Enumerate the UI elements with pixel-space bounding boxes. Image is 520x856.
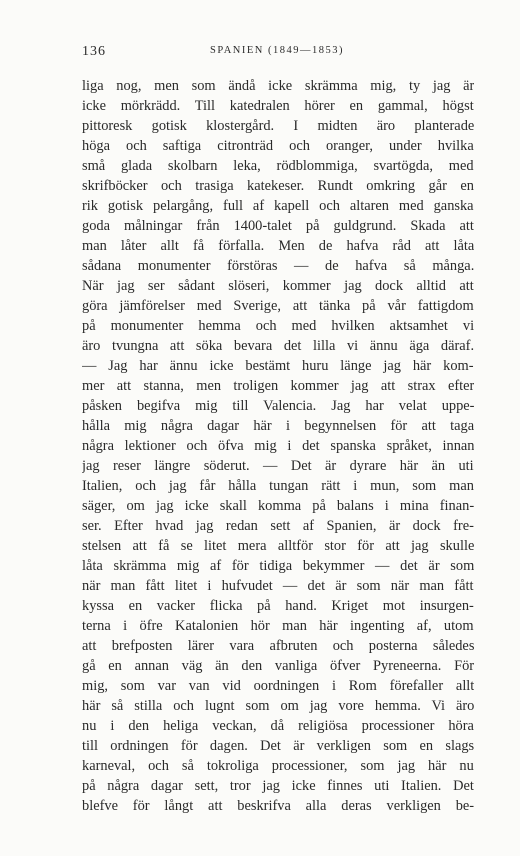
text-line: skrifböcker och trasiga katekeser. Rundt omkring går en xyxy=(82,178,474,194)
text-line: några lektioner och öfva mig i det spanska språket, innan xyxy=(82,438,474,454)
text-line: man låter allt få förfalla. Men de hafva råd att låta xyxy=(82,238,474,254)
text-line: ser. Efter hvad jag redan sett af Spanien, är dock fre- xyxy=(82,518,474,534)
text-line: när man fått litet i hufvudet — det är som när man fått xyxy=(82,578,474,594)
text-line: hålla mig några dagar här i begynnelsen för att taga xyxy=(82,418,474,434)
page-header xyxy=(82,44,472,64)
page-number: 136 xyxy=(82,44,106,59)
text-line: till ordningen för dagen. Det är verkligen som en slags xyxy=(82,738,474,754)
text-line: sådana monumenter förstöras — de hafva så många. xyxy=(82,258,474,274)
text-line: här så stilla och lugnt som om jag vore hemma. Vi äro xyxy=(82,698,474,714)
text-line: göra jämförelser med Sverige, att tänka på vår fattigdom xyxy=(82,298,474,314)
running-head: SPANIEN (1849—1853) xyxy=(210,45,344,56)
text-line: icke mörkrädd. Till katedralen hörer en gammal, högst xyxy=(82,98,474,114)
text-line: kyssa en vacker flicka på hand. Kriget mot insurgen- xyxy=(82,598,474,614)
text-line: stelsen att få se litet mera alltför stor för att jag skulle xyxy=(82,538,474,554)
text-line: terna i öfre Katalonien hör man här ingenting af, utom xyxy=(82,618,474,634)
text-line: mer att stanna, men troligen kommer jag att strax efter xyxy=(82,378,474,394)
text-line: på monumenter hemma och med hvilken aktsamhet vi xyxy=(82,318,474,334)
text-line: på några dagar sett, tror jag icke finnes uti Italien. Det xyxy=(82,778,474,794)
text-line: blefve för långt att beskrifva alla deras verkligen be- xyxy=(82,798,474,814)
text-line: mig, som var van vid oordningen i Rom förefaller allt xyxy=(82,678,474,694)
text-line: — Jag har ännu icke bestämt huru länge jag här kom- xyxy=(82,358,474,374)
text-line: goda målningar från 1400-talet på guldgrund. Skada att xyxy=(82,218,474,234)
text-line: påsken begifva mig till Valencia. Jag har velat uppe- xyxy=(82,398,474,414)
text-line: höga och saftiga citronträd och oranger, under hvilka xyxy=(82,138,474,154)
text-line: pittoresk gotisk klostergård. I midten äro planterade xyxy=(82,118,474,134)
text-line: äro tvungna att söka bevara det lilla vi ännu äga däraf. xyxy=(82,338,474,354)
text-line: jag reser längre söderut. — Det är dyrare här än uti xyxy=(82,458,474,474)
text-line: När jag ser sådant slöseri, kommer jag dock alltid att xyxy=(82,278,474,294)
text-line: liga nog, men som ändå icke skrämma mig, ty jag är xyxy=(82,78,474,94)
text-line: små glada skolbarn leka, rödblommiga, svartögda, med xyxy=(82,158,474,174)
text-line: gå en annan väg än den vanliga öfver Pyreneerna. För xyxy=(82,658,474,674)
text-line: karneval, och så tokroliga processioner, som jag här nu xyxy=(82,758,474,774)
text-line: säger, om jag icke skall komma på balans i mina finan- xyxy=(82,498,474,514)
body-text xyxy=(82,76,474,816)
text-line: låta skrämma mig af för tidiga bekymmer — det är som xyxy=(82,558,474,574)
text-line: Italien, och jag får hålla tungan rätt i mun, som man xyxy=(82,478,474,494)
text-line: rik gotisk pelargång, full af kapell och altaren med ganska xyxy=(82,198,474,214)
text-line: nu i den heliga veckan, då religiösa processioner höra xyxy=(82,718,474,734)
text-line: att brefposten lärer vara afbruten och posterna således xyxy=(82,638,474,654)
